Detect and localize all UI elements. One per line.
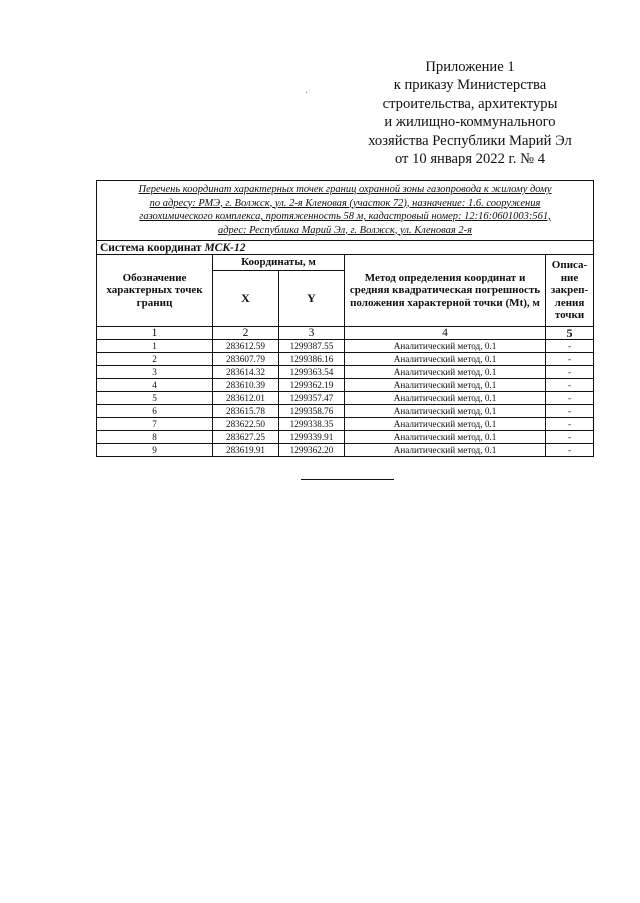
- cell-point: 7: [97, 418, 213, 431]
- cell-y: 1299363.54: [279, 366, 345, 379]
- cell-point: 8: [97, 431, 213, 444]
- table-row: [97, 353, 594, 366]
- cell-method: Аналитический метод, 0.1: [345, 366, 546, 379]
- cell-x: 283615.78: [213, 405, 279, 418]
- cell-method: Аналитический метод, 0.1: [345, 379, 546, 392]
- cell-method: Аналитический метод, 0.1: [345, 392, 546, 405]
- cell-description: -: [546, 418, 594, 431]
- cell-method: Аналитический метод, 0.1: [345, 431, 546, 444]
- cell-method: Аналитический метод, 0.1: [345, 405, 546, 418]
- cell-point: 5: [97, 392, 213, 405]
- header-point: Обозначение характерных точек границ: [97, 255, 213, 327]
- caption-line: адрес: Республика Марий Эл, г. Волжск, ул. Кленовая 2-я: [218, 224, 472, 236]
- appendix-line: хозяйства Республики Марий Эл: [368, 132, 572, 149]
- header-coordinates: Координаты, м: [213, 255, 345, 271]
- caption-line: Перечень координат характерных точек границ охранной зоны газопровода к жилому дому: [138, 184, 552, 195]
- table-row: [97, 366, 594, 379]
- cell-x: 283614.32: [213, 366, 279, 379]
- cell-y: 1299362.20: [279, 444, 345, 457]
- appendix-line: от 10 января 2022 г. № 4: [394, 151, 546, 168]
- appendix-line: строительства, архитектуры: [382, 95, 558, 112]
- cell-method: Аналитический метод, 0.1: [345, 340, 546, 353]
- cell-y: 1299362.19: [279, 379, 345, 392]
- appendix-header: [340, 58, 600, 168]
- cell-description: -: [546, 379, 594, 392]
- cell-point: 4: [97, 379, 213, 392]
- appendix-line: Приложение 1: [425, 59, 515, 75]
- cell-description: -: [546, 444, 594, 457]
- cell-point: 3: [97, 366, 213, 379]
- coordinate-system-row: [97, 241, 594, 255]
- table-row: [97, 444, 594, 457]
- cell-method: Аналитический метод, 0.1: [345, 353, 546, 366]
- cell-point: 2: [97, 353, 213, 366]
- cell-y: 1299387.55: [279, 340, 345, 353]
- table-body: [97, 340, 594, 457]
- cell-description: -: [546, 431, 594, 444]
- column-number: 3: [279, 327, 345, 340]
- cell-description: -: [546, 392, 594, 405]
- column-number: 4: [345, 327, 546, 340]
- cell-x: 283627.25: [213, 431, 279, 444]
- header-method: Метод определения координат и средняя квадратическая погрешность положения характерной точки (Mt), м: [345, 255, 546, 327]
- cell-x: 283607.79: [213, 353, 279, 366]
- table-caption: [97, 181, 594, 241]
- table-row: [97, 340, 594, 353]
- table-row: [97, 392, 594, 405]
- cell-y: 1299339.91: [279, 431, 345, 444]
- header-x: X: [213, 271, 279, 327]
- table-row: [97, 431, 594, 444]
- cell-point: 9: [97, 444, 213, 457]
- cell-description: -: [546, 366, 594, 379]
- table-row: [97, 379, 594, 392]
- table-row: [97, 418, 594, 431]
- closing-rule: [301, 479, 394, 480]
- header-y: Y: [279, 271, 345, 327]
- cell-y: 1299338.35: [279, 418, 345, 431]
- cell-x: 283612.01: [213, 392, 279, 405]
- cell-x: 283612.59: [213, 340, 279, 353]
- cell-y: 1299386.16: [279, 353, 345, 366]
- appendix-line: к приказу Министерства: [393, 77, 547, 94]
- cell-method: Аналитический метод, 0.1: [345, 444, 546, 457]
- cell-description: -: [546, 340, 594, 353]
- cell-description: -: [546, 405, 594, 418]
- column-number: 1: [97, 327, 213, 340]
- cell-y: 1299358.76: [279, 405, 345, 418]
- column-number-row: [97, 327, 594, 340]
- cell-description: -: [546, 353, 594, 366]
- appendix-line: и жилищно-коммунального: [384, 114, 556, 131]
- cell-x: 283622.50: [213, 418, 279, 431]
- coordinate-system-name: МСК-12: [204, 241, 246, 254]
- caption-line: газохимического комплекса, протяженность 58 м, кадастровый номер: 12:16:0601003:561,: [139, 211, 551, 222]
- cell-x: 283610.39: [213, 379, 279, 392]
- caption-line: по адресу: РМЭ, г. Волжск, ул. 2-я Кленовая (участок 72), назначение: 1.6. сооружения: [149, 197, 541, 209]
- column-number: 2: [213, 327, 279, 340]
- column-number: 5: [546, 327, 594, 340]
- coordinate-system-label: Система координат: [100, 241, 202, 254]
- cell-point: 6: [97, 405, 213, 418]
- cell-point: 1: [97, 340, 213, 353]
- cell-y: 1299357.47: [279, 392, 345, 405]
- header-description: Описа-ние закреп-ления точки: [546, 255, 594, 327]
- table-row: [97, 405, 594, 418]
- cell-method: Аналитический метод, 0.1: [345, 418, 546, 431]
- cell-x: 283619.91: [213, 444, 279, 457]
- coordinates-table: [96, 180, 594, 457]
- stray-dot-mark: ·: [305, 88, 309, 99]
